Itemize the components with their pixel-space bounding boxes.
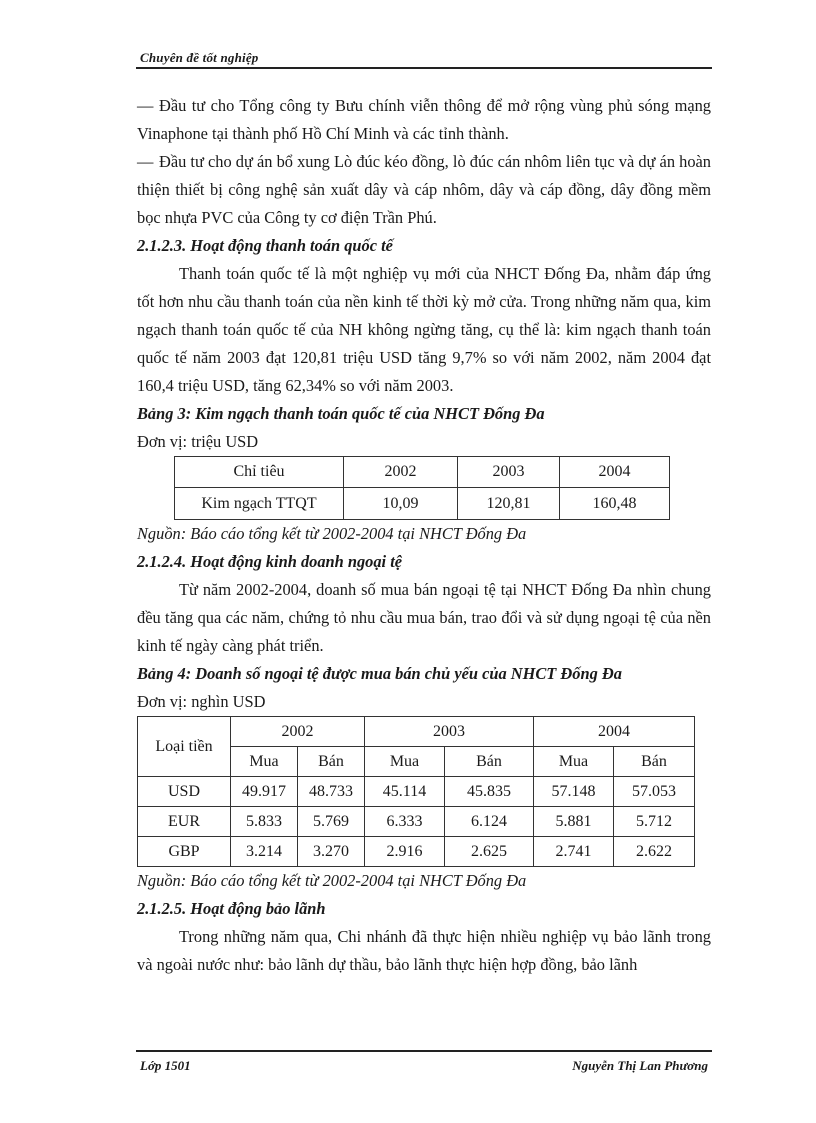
- table3: [174, 456, 670, 520]
- table-cell: 2.741: [534, 837, 614, 867]
- table-year-header: 2002: [231, 717, 365, 747]
- table-cell: 5.833: [231, 807, 298, 837]
- table-cell: 5.769: [298, 807, 365, 837]
- table-row: [138, 807, 695, 837]
- table-header-cell: Chỉ tiêu: [175, 457, 344, 488]
- table-cell: 120,81: [458, 488, 560, 520]
- table-cell: 57.148: [534, 777, 614, 807]
- section-heading-2125: 2.1.2.5. Hoạt động bảo lãnh: [137, 899, 326, 918]
- table-cell: 49.917: [231, 777, 298, 807]
- table-header-cell: 2002: [344, 457, 458, 488]
- table-cell: 3.214: [231, 837, 298, 867]
- bullet-text: Đầu tư cho Tổng công ty Bưu chính viễn thông để mở rộng vùng phủ sóng mạng Vinaphone tại thành phố Hồ Chí Minh và các tỉnh thành.: [137, 96, 711, 143]
- bullet-item-2: [137, 148, 711, 232]
- table-cell: 5.881: [534, 807, 614, 837]
- table-row: [175, 488, 670, 520]
- footer-rule: [136, 1050, 712, 1052]
- table-cell: 3.270: [298, 837, 365, 867]
- table-corner-cell: Loại tiền: [138, 717, 231, 777]
- table-year-header: 2004: [534, 717, 695, 747]
- table-header-cell: 2004: [560, 457, 670, 488]
- table-cell: 6.333: [365, 807, 445, 837]
- table4-title: Bảng 4: Doanh số ngoại tệ được mua bán chủ yếu của NHCT Đống Đa: [137, 664, 622, 683]
- table-cell: GBP: [138, 837, 231, 867]
- table-header-row: [175, 457, 670, 488]
- table-row: [138, 777, 695, 807]
- table-header-row: [138, 717, 695, 747]
- table-subheader-cell: Bán: [298, 747, 365, 777]
- table-cell: 57.053: [614, 777, 695, 807]
- table-subheader-cell: Mua: [231, 747, 298, 777]
- table-subheader-cell: Bán: [445, 747, 534, 777]
- table-subheader-cell: Mua: [365, 747, 445, 777]
- table-cell: 48.733: [298, 777, 365, 807]
- paragraph-2123: Thanh toán quốc tế là một nghiệp vụ mới của NHCT Đống Đa, nhằm đáp ứng tốt hơn nhu cầu thanh toán của nền kinh tế thời kỳ mở cửa. Trong những năm qua, kim ngạch thanh toán quốc tế của NH không ngừng tăng, cụ thể là: kim ngạch thanh toán quốc tế năm 2003 đạt 120,81 triệu USD tăng 9,7% so với năm 2002, năm 2004 đạt 160,4 triệu USD, tăng 62,34% so với năm 2003.: [137, 264, 711, 395]
- bullet-dash: —: [137, 152, 154, 171]
- section-heading-2124: 2.1.2.4. Hoạt động kinh doanh ngoại tệ: [137, 552, 403, 571]
- table-subheader-cell: Bán: [614, 747, 695, 777]
- footer-author: Nguyễn Thị Lan Phương: [572, 1058, 708, 1073]
- table-cell: 45.835: [445, 777, 534, 807]
- table-cell: 6.124: [445, 807, 534, 837]
- header-rule: [136, 67, 712, 69]
- table-cell: 10,09: [344, 488, 458, 520]
- table4-source: Nguồn: Báo cáo tổng kết từ 2002-2004 tại NHCT Đống Đa: [137, 871, 527, 890]
- table-cell: EUR: [138, 807, 231, 837]
- footer-class: Lớp 1501: [140, 1058, 191, 1073]
- table-cell: 2.625: [445, 837, 534, 867]
- table3-unit: Đơn vị: triệu USD: [137, 432, 259, 451]
- table3-title: Bảng 3: Kim ngạch thanh toán quốc tế của NHCT Đống Đa: [137, 404, 545, 423]
- table-header-cell: 2003: [458, 457, 560, 488]
- paragraph-2125: Trong những năm qua, Chi nhánh đã thực hiện nhiều nghiệp vụ bảo lãnh trong và ngoài nước như: bảo lãnh dự thầu, bảo lãnh thực hiện hợp đồng, bảo lãnh: [137, 927, 711, 974]
- table-cell: 45.114: [365, 777, 445, 807]
- table3-source: Nguồn: Báo cáo tổng kết từ 2002-2004 tại NHCT Đống Đa: [137, 524, 527, 543]
- document-body: [137, 92, 711, 979]
- section-heading-2123: 2.1.2.3. Hoạt động thanh toán quốc tế: [137, 236, 393, 255]
- table-cell: USD: [138, 777, 231, 807]
- bullet-dash: —: [137, 96, 154, 115]
- bullet-text: Đầu tư cho dự án bổ xung Lò đúc kéo đồng, lò đúc cán nhôm liên tục và dự án hoàn thiện thiết bị công nghệ sản xuất dây và cáp nhôm, dây và cáp đồng, dây đồng mềm bọc nhựa PVC của Công ty cơ điện Trần Phú.: [137, 152, 711, 227]
- paragraph-2124: Từ năm 2002-2004, doanh số mua bán ngoại tệ tại NHCT Đống Đa nhìn chung đều tăng qua các năm, chứng tỏ nhu cầu mua bán, trao đổi và sử dụng ngoại tệ của nền kinh tế ngày càng phát triển.: [137, 580, 711, 655]
- bullet-item-1: [137, 92, 711, 148]
- table4-unit: Đơn vị: nghìn USD: [137, 692, 266, 711]
- table-cell: 160,48: [560, 488, 670, 520]
- table-cell: 5.712: [614, 807, 695, 837]
- table-year-header: 2003: [365, 717, 534, 747]
- header-title: Chuyên đề tốt nghiệp: [140, 50, 259, 65]
- table4: [137, 716, 695, 867]
- table-subheader-cell: Mua: [534, 747, 614, 777]
- table-cell: Kim ngạch TTQT: [175, 488, 344, 520]
- table-cell: 2.916: [365, 837, 445, 867]
- table-cell: 2.622: [614, 837, 695, 867]
- table-row: [138, 837, 695, 867]
